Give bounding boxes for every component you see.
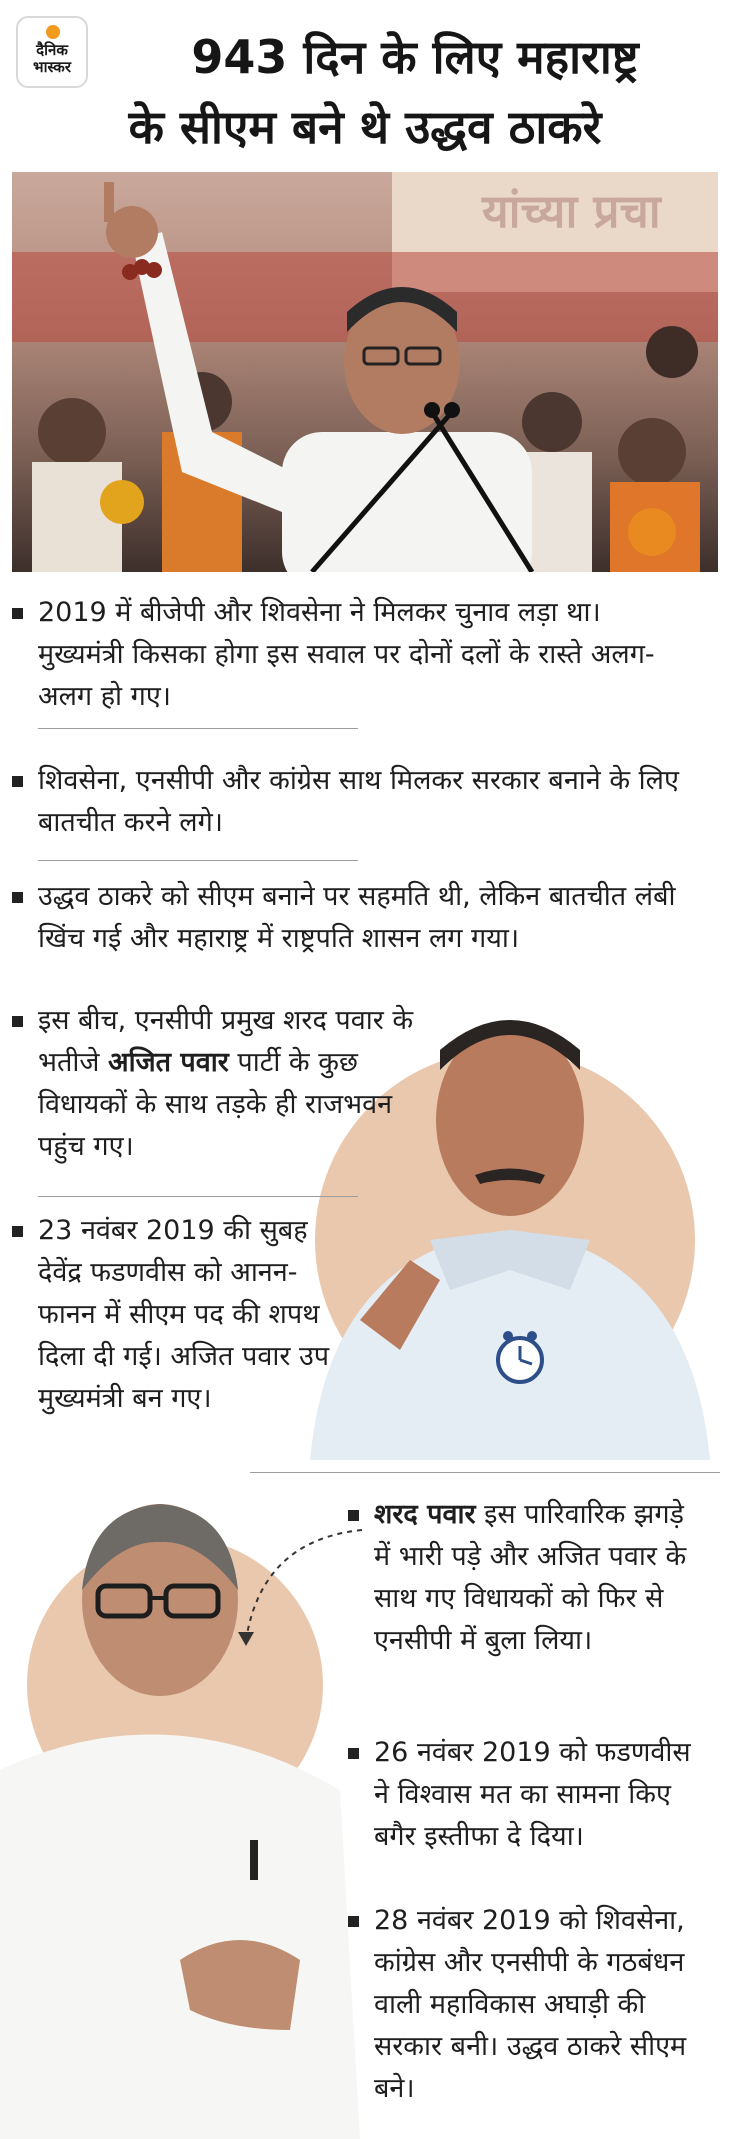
point-7-text: 26 नवंबर 2019 को फडणवीस ने विश्वास मत का सामना किए बगैर इस्तीफा दे दिया। bbox=[374, 1737, 691, 1852]
point-4-text-pre: इस बीच, एनसीपी प्रमुख शरद पवार के भतीजे bbox=[38, 1005, 414, 1078]
page-title-line-2: के सीएम बने थे उद्धव ठाकरे bbox=[128, 100, 602, 154]
point-3 bbox=[38, 876, 718, 960]
bullet-square-icon bbox=[12, 1016, 23, 1027]
point-5-text: 23 नवंबर 2019 की सुबह देवेंद्र फडणवीस को आनन-फानन में सीएम पद की शपथ दिला दी गई। अजित पवार उप मुख्यमंत्री बन गए। bbox=[38, 1215, 330, 1414]
bullet-square-icon bbox=[348, 1510, 359, 1521]
point-2 bbox=[38, 760, 698, 844]
logo-line-1: दैनिक bbox=[36, 41, 68, 59]
point-6-name-sharad-pawar: शरद पवार bbox=[374, 1499, 476, 1530]
point-4 bbox=[38, 1000, 438, 1168]
divider-1 bbox=[38, 728, 358, 729]
divider-2 bbox=[38, 860, 358, 861]
point-4-name-ajit-pawar: अजित पवार bbox=[107, 1047, 229, 1078]
bullet-square-icon bbox=[348, 1748, 359, 1759]
point-1 bbox=[38, 592, 678, 718]
divider-3 bbox=[38, 1196, 358, 1197]
bullet-square-icon bbox=[12, 608, 23, 619]
point-3-text: उद्धव ठाकरे को सीएम बनाने पर सहमति थी, लेकिन बातचीत लंबी खिंच गई और महाराष्ट्र में राष्ट्रपति शासन लग गया। bbox=[38, 881, 676, 954]
point-8 bbox=[374, 1900, 710, 2110]
point-6-text-post: इस पारिवारिक झगड़े में भारी पड़े और अजित पवार के साथ गए विधायकों को फिर से एनसीपी में बुला लिया। bbox=[374, 1499, 687, 1656]
point-7 bbox=[374, 1732, 714, 1858]
hero-banner-text: यांच्या प्रचा bbox=[482, 184, 661, 238]
point-4-text-post: पार्टी के कुछ विधायकों के साथ तड़के ही राजभवन पहुंच गए। bbox=[38, 1047, 393, 1162]
bullet-square-icon bbox=[12, 892, 23, 903]
bullet-square-icon bbox=[12, 776, 23, 787]
point-1-text: 2019 में बीजेपी और शिवसेना ने मिलकर चुनाव लड़ा था। मुख्यमंत्री किसका होगा इस सवाल पर दोनों दलों के रास्ते अलग-अलग हो गए। bbox=[38, 597, 655, 712]
logo-line-2: भास्कर bbox=[33, 58, 71, 76]
hero-photo-uddhav-thackeray bbox=[12, 172, 718, 572]
bullet-square-icon bbox=[348, 1916, 359, 1927]
point-2-text: शिवसेना, एनसीपी और कांग्रेस साथ मिलकर सरकार बनाने के लिए बातचीत करने लगे। bbox=[38, 765, 679, 838]
pointer-arrow-icon bbox=[232, 1520, 372, 1660]
point-5 bbox=[38, 1210, 336, 1420]
point-6 bbox=[374, 1494, 704, 1662]
hero-illustration bbox=[12, 172, 718, 572]
page-title-line-1: 943 दिन के लिए महाराष्ट्र bbox=[191, 30, 639, 84]
header bbox=[0, 0, 730, 170]
point-8-text: 28 नवंबर 2019 को शिवसेना, कांग्रेस और एनसीपी के गठबंधन वाली महाविकास अघाड़ी की सरकार बनी। उद्धव ठाकरे सीएम बने। bbox=[374, 1905, 687, 2104]
bullet-square-icon bbox=[12, 1226, 23, 1237]
